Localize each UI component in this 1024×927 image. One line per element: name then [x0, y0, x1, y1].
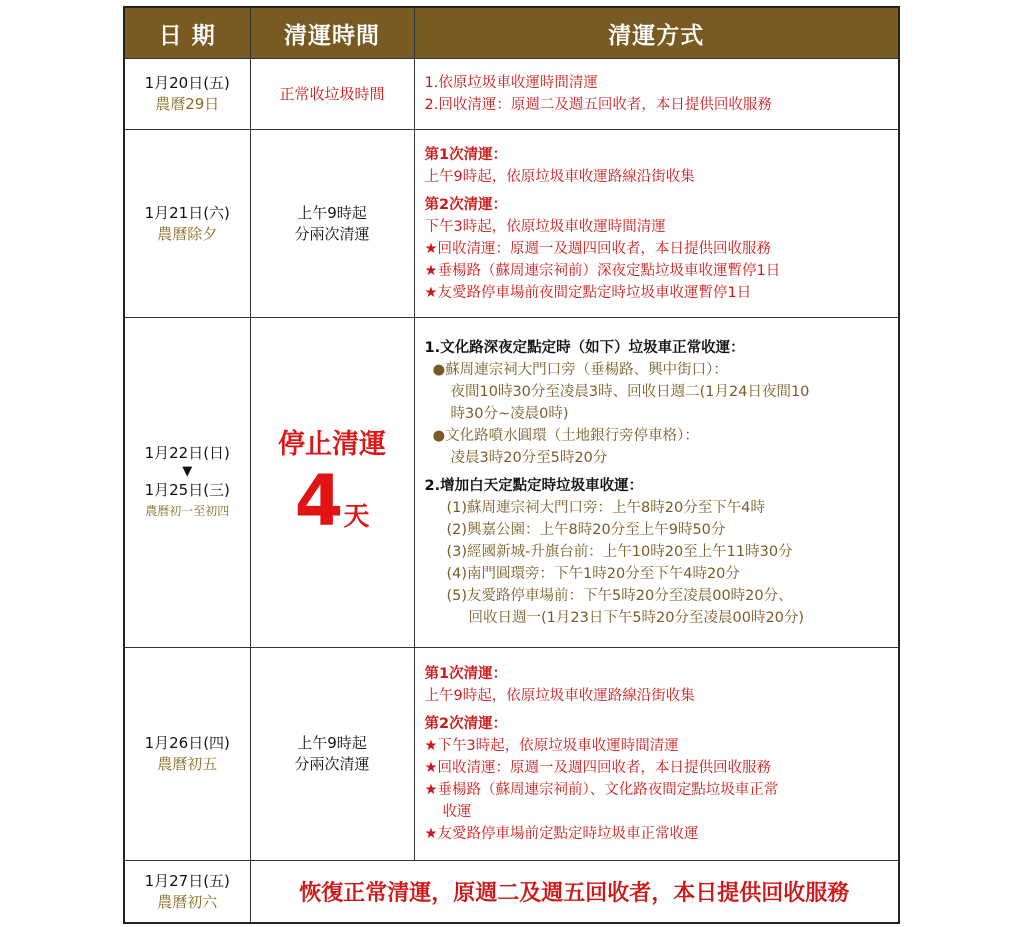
down-arrow-icon: ▼: [182, 464, 193, 480]
date-text: 1月21日(六): [144, 203, 230, 222]
time-cell: [250, 648, 414, 861]
method-line: ★垂楊路（蘇周連宗祠前）深夜定點垃圾車收運暫停1日: [424, 262, 781, 279]
date-text: 1月26日(四): [144, 734, 230, 753]
method-heading: 第2次清運：: [424, 196, 508, 213]
time-line: 分兩次清運: [294, 224, 370, 243]
resume-notice: 恢復正常清運，原週二及週五回收者，本日提供回收服務: [250, 861, 899, 923]
date-cell: [124, 318, 250, 648]
time-cell: 正常收垃圾時間: [250, 59, 414, 130]
method-line: ●文化路噴水圓環（土地銀行旁停車格）：: [432, 427, 699, 444]
method-heading: 第1次清運：: [424, 146, 508, 163]
date-text: 1月27日(五): [144, 871, 230, 890]
date-start: 1月22日(日): [144, 444, 230, 463]
lunar-date: 農曆初五: [157, 755, 218, 774]
method-line: ●蘇周連宗祠大門口旁（垂楊路、興中街口）：: [432, 361, 728, 378]
method-line: 1.依原垃圾車收運時間清運: [424, 75, 598, 92]
method-cell: [414, 318, 899, 648]
header-time: 清運時間: [250, 7, 414, 59]
stop-cell: [250, 318, 414, 648]
table-row: [124, 130, 899, 318]
schedule-table: [123, 6, 900, 924]
method-line: 時30分~凌晨0時): [450, 405, 569, 422]
method-line: ★垂楊路（蘇周連宗祠前）、文化路夜間定點垃圾車正常: [424, 782, 779, 799]
method-heading: 2.增加白天定點定時垃圾車收運：: [424, 477, 644, 494]
table-row: [124, 648, 899, 861]
stop-title: 停止清運: [278, 428, 386, 460]
method-line: 下午3時起，依原垃圾車收運時間清運: [424, 218, 666, 235]
date-cell: [124, 59, 250, 130]
method-line: (1)蘇周連宗祠大門口旁：上午8時20分至下午4時: [446, 499, 765, 516]
lunar-date: 農曆初一至初四: [145, 504, 230, 519]
method-heading: 1.文化路深夜定點定時（如下）垃圾車正常收運：: [424, 339, 745, 356]
time-line: 上午9時起: [297, 734, 367, 753]
header-method: 清運方式: [414, 7, 899, 59]
method-line: ★回收清運：原週一及週四回收者，本日提供回收服務: [424, 240, 771, 257]
method-cell: [414, 648, 899, 861]
date-cell: [124, 648, 250, 861]
lunar-date: 農曆29日: [155, 95, 220, 114]
header-row: [124, 7, 899, 59]
method-line: 回收日週一(1月23日下午5時20分至凌晨00時20分): [468, 609, 805, 626]
method-line: 上午9時起，依原垃圾車收運路線沿街收集: [424, 688, 695, 705]
method-line: ★友愛路停車場前夜間定點定時垃圾車收運暫停1日: [424, 284, 752, 301]
method-line: (4)南門圓環旁：下午1時20分至下午4時20分: [446, 565, 740, 582]
method-line: 上午9時起，依原垃圾車收運路線沿街收集: [424, 168, 695, 185]
date-cell: [124, 130, 250, 318]
lunar-date: 農曆初六: [157, 892, 218, 911]
method-line: 收運: [442, 804, 472, 821]
header-date: 日 期: [124, 7, 250, 59]
method-line: 凌晨3時20分至5時20分: [450, 449, 608, 466]
time-line: 上午9時起: [297, 203, 367, 222]
date-end: 1月25日(三): [144, 481, 230, 500]
method-heading: 第2次清運：: [424, 716, 508, 733]
lunar-date: 農曆除夕: [157, 224, 218, 243]
time-line: 分兩次清運: [294, 755, 370, 774]
method-line: (3)經國新城-升旗台前：上午10時20至上午11時30分: [446, 543, 793, 560]
date-text: 1月20日(五): [144, 74, 230, 93]
method-line: 2.回收清運：原週二及週五回收者，本日提供回收服務: [424, 97, 772, 114]
method-line: 夜間10時30分至凌晨3時、回收日週二(1月24日夜間10: [450, 383, 810, 400]
table-row: [124, 861, 899, 923]
method-cell: [414, 59, 899, 130]
method-line: (5)友愛路停車場前：下午5時20分至凌晨00時20分、: [446, 587, 793, 604]
method-cell: [414, 130, 899, 318]
stop-days-number: 4: [294, 459, 344, 542]
method-line: ★友愛路停車場前定點定時垃圾車正常收運: [424, 826, 699, 843]
method-line: (2)興嘉公園：上午8時20分至上午9時50分: [446, 521, 726, 538]
method-line: ★回收清運：原週一及週四回收者，本日提供回收服務: [424, 760, 771, 777]
stop-days-unit: 天: [343, 501, 370, 532]
method-line: ★下午3時起，依原垃圾車收運時間清運: [424, 738, 679, 755]
table-row: [124, 318, 899, 648]
table-row: [124, 59, 899, 130]
time-cell: [250, 130, 414, 318]
date-cell: [124, 861, 250, 923]
method-heading: 第1次清運：: [424, 666, 508, 683]
